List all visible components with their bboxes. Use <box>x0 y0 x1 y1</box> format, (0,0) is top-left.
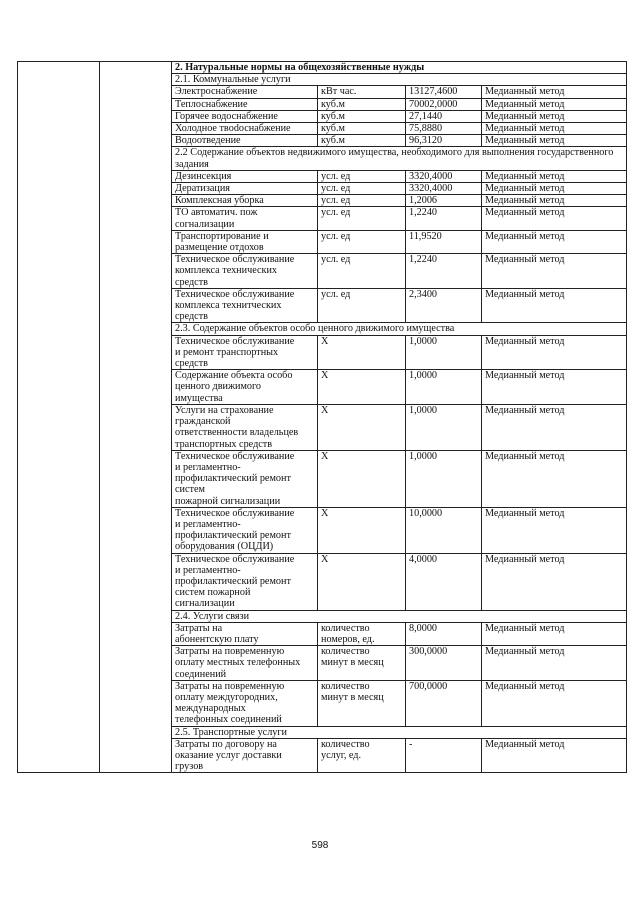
value-cell: 300,0000 <box>406 646 482 681</box>
unit-cell: Х <box>318 553 406 610</box>
item-name-cell: Водоотведение <box>172 135 318 147</box>
unit-cell: Х <box>318 450 406 507</box>
section-heading: 2.5. Транспортные услуги <box>172 726 627 738</box>
value-cell: 13127,4600 <box>406 86 482 98</box>
item-name-cell: Затраты на повременную оплату местных телефонных соединений <box>172 646 318 681</box>
value-cell: 10,0000 <box>406 507 482 553</box>
item-name-cell: Горячее водоснабжение <box>172 110 318 122</box>
method-cell: Медианный метод <box>482 170 627 182</box>
unit-cell: кВт час. <box>318 86 406 98</box>
blank-column-1 <box>18 62 100 773</box>
value-cell: 1,2240 <box>406 254 482 289</box>
method-cell: Медианный метод <box>482 738 627 773</box>
unit-cell: усл. ед <box>318 195 406 207</box>
method-cell: Медианный метод <box>482 288 627 323</box>
method-cell: Медианный метод <box>482 183 627 195</box>
unit-cell: Х <box>318 404 406 450</box>
method-cell: Медианный метод <box>482 135 627 147</box>
item-name-cell: Затраты на абонентскую плату <box>172 622 318 645</box>
value-cell: 4,0000 <box>406 553 482 610</box>
section-heading: 2.1. Коммунальные услуги <box>172 74 627 86</box>
item-name-cell: Техническое обслуживание комплекса технических средств <box>172 254 318 289</box>
item-name-cell: Комплексная уборка <box>172 195 318 207</box>
unit-cell: усл. ед <box>318 207 406 230</box>
value-cell: 1,2240 <box>406 207 482 230</box>
item-name-cell: Дезинсекция <box>172 170 318 182</box>
method-cell: Медианный метод <box>482 123 627 135</box>
blank-column-2 <box>100 62 172 773</box>
method-cell: Медианный метод <box>482 680 627 726</box>
value-cell: 3320,4000 <box>406 170 482 182</box>
item-name-cell: Транспортирование и размещение отдохов <box>172 230 318 253</box>
method-cell: Медианный метод <box>482 553 627 610</box>
unit-cell: количество номеров, ед. <box>318 622 406 645</box>
item-name-cell: Холодное твodоснабжение <box>172 123 318 135</box>
value-cell: 11,9520 <box>406 230 482 253</box>
value-cell: 8,0000 <box>406 622 482 645</box>
value-cell: 700,0000 <box>406 680 482 726</box>
unit-cell: Х <box>318 335 406 370</box>
method-cell: Медианный метод <box>482 622 627 645</box>
item-name-cell: Техническое обслуживание и регламентно- профилактический ремонт систем пожарной сигнализации <box>172 553 318 610</box>
method-cell: Медианный метод <box>482 450 627 507</box>
unit-cell: Х <box>318 370 406 405</box>
page-number: 598 <box>311 840 329 851</box>
method-cell: Медианный метод <box>482 195 627 207</box>
unit-cell: усл. ед <box>318 183 406 195</box>
main-heading: 2. Натуральные нормы на общехозяйственные нужды <box>172 62 627 74</box>
value-cell: 1,2006 <box>406 195 482 207</box>
value-cell: 1,0000 <box>406 370 482 405</box>
value-cell: 96,3120 <box>406 135 482 147</box>
unit-cell: куб.м <box>318 110 406 122</box>
section-heading: 2.2 Содержание объектов недвижимого имущества, необходимого для выполнения государственного задания <box>172 147 627 170</box>
unit-cell: усл. ед <box>318 288 406 323</box>
method-cell: Медианный метод <box>482 404 627 450</box>
item-name-cell: ТО автоматич. пож согнализации <box>172 207 318 230</box>
value-cell: 1,0000 <box>406 404 482 450</box>
item-name-cell: Теплоснабжение <box>172 98 318 110</box>
item-name-cell: Содержание объекта особо ценного движимого имущества <box>172 370 318 405</box>
method-cell: Медианный метод <box>482 507 627 553</box>
value-cell: 2,3400 <box>406 288 482 323</box>
unit-cell: количество минут в месяц <box>318 646 406 681</box>
unit-cell: куб.м <box>318 123 406 135</box>
item-name-cell: Услуги на страхование гражданской ответственности владельцев транспортных средств <box>172 404 318 450</box>
table-row <box>18 62 627 74</box>
value-cell: 3320,4000 <box>406 183 482 195</box>
item-name-cell: Электроснабжение <box>172 86 318 98</box>
unit-cell: количество минут в месяц <box>318 680 406 726</box>
item-name-cell: Техническое обслуживание и регламентно- профилактический ремонт оборудования (ОЦДИ) <box>172 507 318 553</box>
unit-cell: количество услуг, ед. <box>318 738 406 773</box>
unit-cell: куб.м <box>318 98 406 110</box>
method-cell: Медианный метод <box>482 86 627 98</box>
value-cell: 1,0000 <box>406 450 482 507</box>
value-cell: - <box>406 738 482 773</box>
method-cell: Медианный метод <box>482 370 627 405</box>
item-name-cell: Затраты по договору на оказание услуг доставки грузов <box>172 738 318 773</box>
value-cell: 1,0000 <box>406 335 482 370</box>
method-cell: Медианный метод <box>482 335 627 370</box>
method-cell: Медианный метод <box>482 207 627 230</box>
item-name-cell: Затраты на повременную оплату междугородних, международных телефонных соединений <box>172 680 318 726</box>
unit-cell: куб.м <box>318 135 406 147</box>
unit-cell: усл. ед <box>318 230 406 253</box>
item-name-cell: Техническое обслуживание и ремонт транспортных средств <box>172 335 318 370</box>
method-cell: Медианный метод <box>482 254 627 289</box>
unit-cell: Х <box>318 507 406 553</box>
section-heading: 2.3. Содержание объектов особо ценного движимого имущества <box>172 323 627 335</box>
value-cell: 75,8880 <box>406 123 482 135</box>
unit-cell: усл. ед <box>318 170 406 182</box>
section-heading: 2.4. Услуги связи <box>172 610 627 622</box>
method-cell: Медианный метод <box>482 646 627 681</box>
value-cell: 70002,0000 <box>406 98 482 110</box>
unit-cell: усл. ед <box>318 254 406 289</box>
item-name-cell: Дератизация <box>172 183 318 195</box>
method-cell: Медианный метод <box>482 230 627 253</box>
norms-table <box>17 61 627 773</box>
value-cell: 27,1440 <box>406 110 482 122</box>
item-name-cell: Техническое обслуживание комплекса технитческих средств <box>172 288 318 323</box>
method-cell: Медианный метод <box>482 110 627 122</box>
item-name-cell: Техническое обслуживание и регламентно- профилактический ремонт систем пожарной сигнализации <box>172 450 318 507</box>
method-cell: Медианный метод <box>482 98 627 110</box>
